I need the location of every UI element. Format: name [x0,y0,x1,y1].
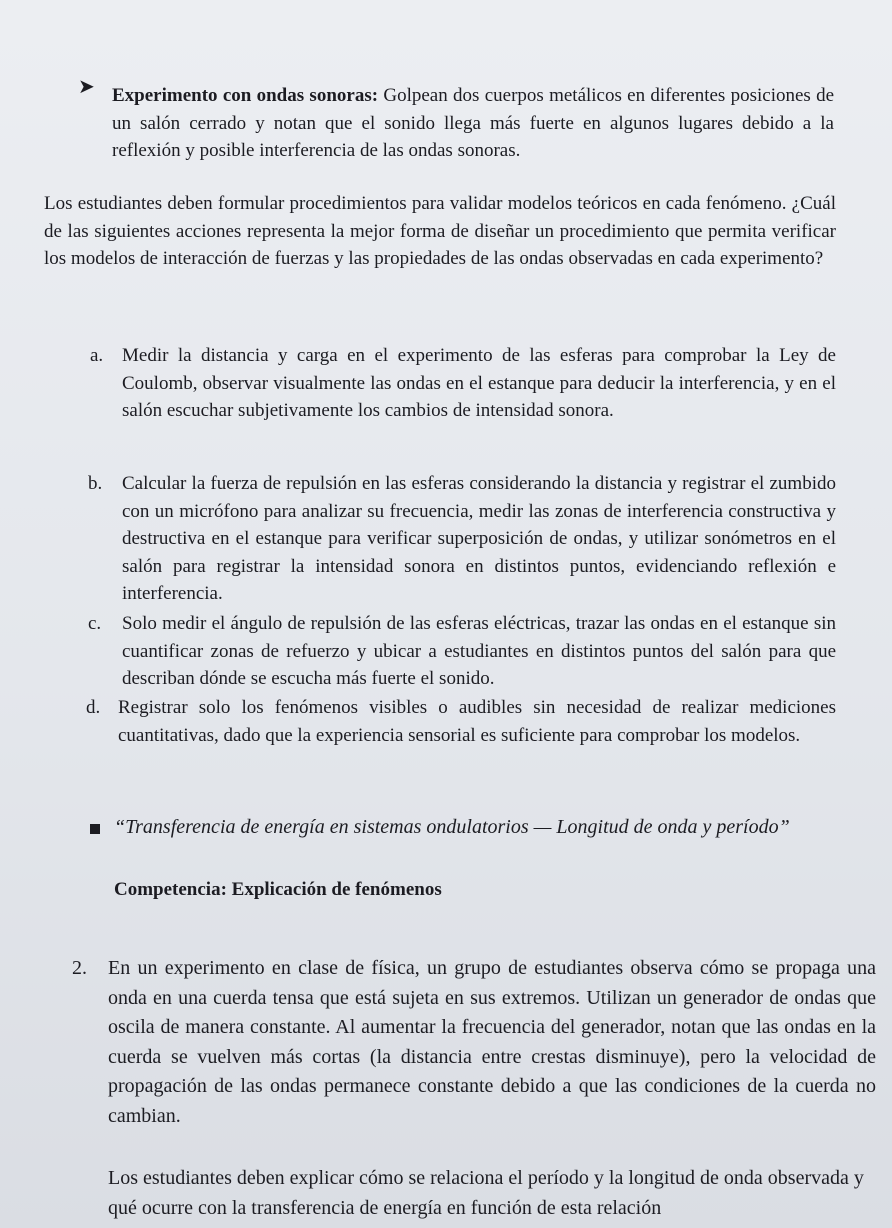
option-d-text: Registrar solo los fenómenos visibles o audibles sin necesidad de realizar mediciones cuantitativas, dado que la experiencia sensorial es suficiente para comprobar los modelos. [118,697,836,746]
option-a-letter: a. [90,345,104,366]
square-bullet-icon [90,824,100,834]
section-title: “Transferencia de energía en sistemas ondulatorios — Longitud de onda y período” [114,816,790,838]
question-2-number: 2. [72,957,87,979]
experiment-sound-paragraph [112,82,834,165]
option-b-text: Calcular la fuerza de repulsión en las esferas considerando la distancia y registrar el zumbido con un micrófono para analizar su frecuencia, medir las zonas de interferencia constructiva y destructiva en el estanque para verificar superposición de ondas, y utilizar sonómetros en el salón para registrar la intensidad sonora en distintos puntos, evidenciando reflexión e interferencia. [122,473,836,604]
option-a-text: Medir la distancia y carga en el experimento de las esferas para comprobar la Ley de Coulomb, observar visualmente las ondas en el estanque para deducir la interferencia, y en el salón escuchar subjetivamente los cambios de intensidad sonora. [122,345,836,421]
option-d-letter: d. [86,697,101,718]
experiment-sound-title: Experimento con ondas sonoras: [112,85,379,106]
arrow-bullet-icon: ➤ [78,76,95,98]
option-c-letter: c. [88,613,102,634]
competencia-heading: Competencia: Explicación de fenómenos [114,879,442,900]
experiment-sound-text: Golpean dos cuerpos metálicos en diferentes posiciones de un salón cerrado y notan que el sonido llega más fuerte en algunos lugares debido a la reflexión y posible interferencia de las ondas sonoras. [112,85,835,161]
question-intro: Los estudiantes deben formular procedimientos para validar modelos teóricos en cada fenómeno. ¿Cuál de las siguientes acciones representa la mejor forma de diseñar un procedimiento que permita verificar los modelos de interacción de fuerzas y las propiedades de las ondas observadas en cada experimento? [44,193,836,269]
question-2-text: En un experimento en clase de física, un grupo de estudiantes observa cómo se propaga una onda en una cuerda tensa que está sujeta en sus extremos. Utilizan un generador de ondas que oscila de manera constante. Al aumentar la frecuencia del generador, notan que las ondas en la cuerda se vuelven más cortas (la distancia entre crestas disminuye), pero la velocidad de propagación de las ondas permanece constante debido a que las condiciones de la cuerda no cambian. [108,957,876,1127]
option-b-letter: b. [88,473,103,494]
option-c-text: Solo medir el ángulo de repulsión de las esferas eléctricas, trazar las ondas en el estanque sin cuantificar zonas de refuerzo y ubicar a estudiantes en distintos puntos del salón para que describan dónde se escucha más fuerte el sonido. [122,613,836,689]
question-2-followup: Los estudiantes deben explicar cómo se relaciona el período y la longitud de onda observada y qué ocurre con la transferencia de energía en función de esta relación [108,1167,864,1219]
